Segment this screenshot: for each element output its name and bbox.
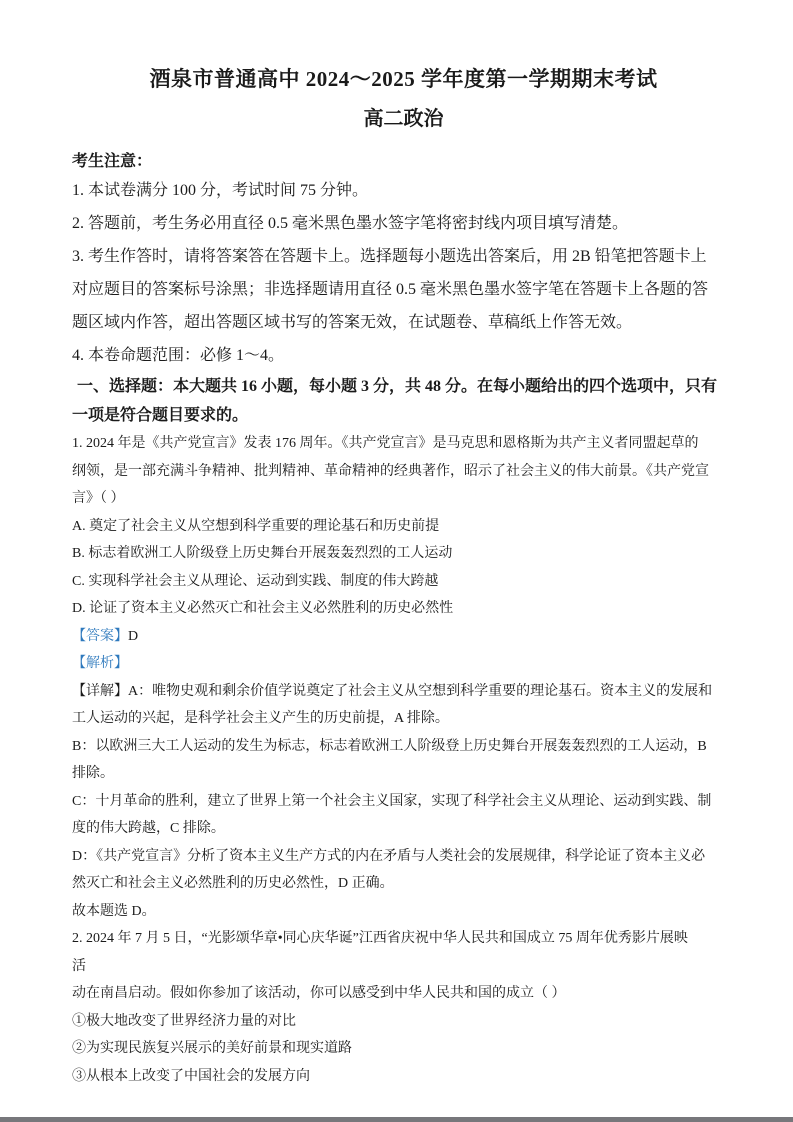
exam-subject: 高二政治 [363, 108, 444, 130]
section-header [72, 372, 735, 430]
question-2-stem-line: 动在南昌启动。假如你参加了该活动，你可以感受到中华人民共和国的成立（ ） [72, 986, 566, 1001]
notice-line: 3. 考生作答时，请将答案答在答题卡上。选择题每小题选出答案后，用 2B 铅笔把答题卡上 [72, 248, 707, 265]
notice-block [72, 174, 735, 372]
question-2-item: ②为实现民族复兴展示的美好前景和现实道路 [72, 1041, 352, 1056]
exam-title: 酒泉市普通高中 2024～2025 学年度第一学期期末考试 [149, 67, 658, 91]
question-1-stem-line: 言》（ ） [72, 491, 125, 506]
notice-heading: 考生注意： [72, 153, 153, 170]
question-1-option-c: C. 实现科学社会主义从理论、运动到实践、制度的伟大跨越 [72, 573, 439, 589]
explanation-line: C：十月革命的胜利，建立了世界上第一个社会主义国家，实现了科学社会主义从理论、运动到实践、制 [72, 793, 712, 809]
question-1-stem-line: 1. 2024 年是《共产党宣言》发表 176 周年。《共产党宣言》是马克思和恩格斯为共产主义者同盟起草的 [72, 436, 699, 451]
notice-line: 1. 本试卷满分 100 分，考试时间 75 分钟。 [72, 182, 369, 199]
question-1 [72, 430, 735, 925]
question-2 [72, 925, 735, 1090]
document-content [72, 64, 735, 1090]
question-1-stem-line: 纲领，是一部充满斗争精神、批判精神、革命精神的经典著作，昭示了社会主义的伟大前景。《共产党宣 [72, 463, 709, 479]
question-2-item: ③从根本上改变了中国社会的发展方向 [72, 1068, 310, 1084]
question-2-stem-line: 活 [72, 958, 86, 974]
notice-line: 4. 本卷命题范围：必修 1～4。 [72, 347, 285, 364]
analysis-label: 【解析】 [72, 656, 128, 671]
section-header-line: 一项是符合题目要求的。 [72, 407, 249, 424]
notice-line: 2. 答题前，考生务必用直径 0.5 毫米黑色墨水签字笔将密封线内项目填写清楚。 [72, 215, 629, 232]
question-2-item: ①极大地改变了世界经济力量的对比 [72, 1013, 296, 1029]
explanation-line: B：以欧洲三大工人运动的发生为标志，标志着欧洲工人阶级登上历史舞台开展轰轰烈烈的工人运动，B [72, 738, 707, 754]
answer-line [72, 623, 735, 651]
explanation-line: 排除。 [72, 766, 114, 781]
question-2-stem-line: 2. 2024 年 7 月 5 日，“光影颂华章•同心庆华诞”江西省庆祝中华人民共和国成立 75 周年优秀影片展映 [72, 931, 688, 946]
page-bottom-divider [0, 1117, 793, 1122]
question-1-option-b: B. 标志着欧洲工人阶级登上历史舞台开展轰轰烈烈的工人运动 [72, 546, 453, 561]
answer-value: D [128, 628, 139, 644]
question-1-option-a: A. 奠定了社会主义从空想到科学重要的理论基石和历史前提 [72, 518, 440, 534]
explanation-line: 然灭亡和社会主义必然胜利的历史必然性，D 正确。 [72, 876, 394, 891]
section-header-line: 一、选择题：本大题共 16 小题，每小题 3 分，共 48 分。在每小题给出的四个选项中，只有 [77, 378, 718, 395]
answer-label: 【答案】 [72, 628, 128, 644]
explanation-line: 度的伟大跨越，C 排除。 [72, 821, 225, 836]
explanation-line: 【详解】A：唯物史观和剩余价值学说奠定了社会主义从空想到科学重要的理论基石。资本主义的发展和 [72, 683, 713, 699]
question-1-option-d: D. 论证了资本主义必然灭亡和社会主义必然胜利的历史必然性 [72, 601, 454, 616]
notice-line: 对应题目的答案标号涂黑；非选择题请用直径 0.5 毫米黑色墨水签字笔在答题卡上各题的答 [72, 281, 709, 298]
analysis-line [72, 650, 735, 678]
explanation-conclusion: 故本题选 D。 [72, 903, 156, 919]
explanation-line: D：《共产党宣言》分析了资本主义生产方式的内在矛盾与人类社会的发展规律，科学论证了资本主义必 [72, 848, 706, 864]
explanation-line: 工人运动的兴起，是科学社会主义产生的历史前提，A 排除。 [72, 711, 449, 726]
notice-line: 题区域内作答，超出答题区域书写的答案无效，在试题卷、草稿纸上作答无效。 [72, 314, 633, 331]
